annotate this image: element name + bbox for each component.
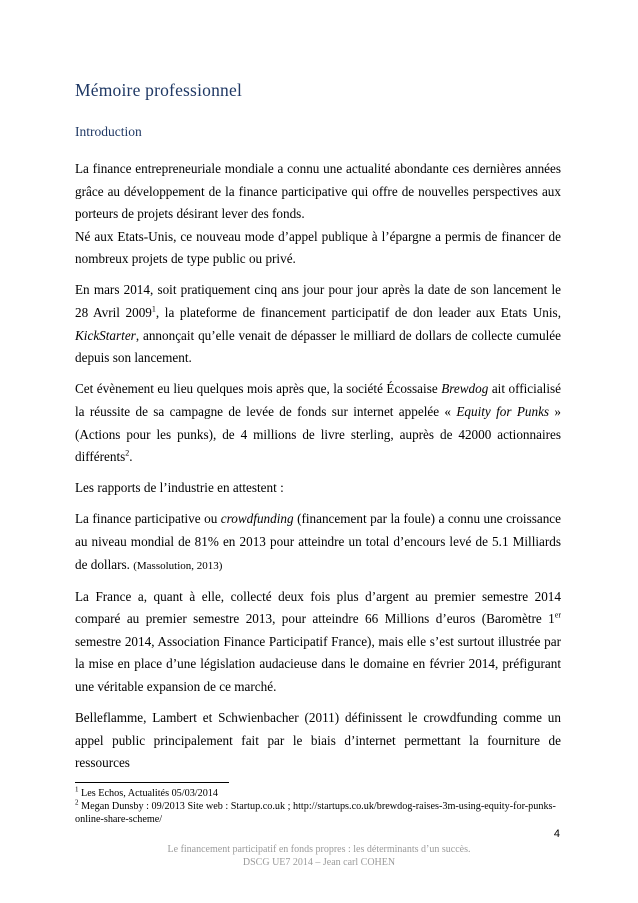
text-span: , annonçait qu’elle venait de dépasser le milliard de dollars de collecte cumulée depuis son lancement. bbox=[75, 327, 561, 366]
footer-line-1: Le financement participatif en fonds propres : les déterminants d’un succès. bbox=[167, 844, 471, 855]
text-span: La finance participative ou bbox=[75, 511, 221, 527]
footnote-text: Megan Dunsby : 09/2013 Site web : Startup.co.uk ; http://startups.co.uk/brewdog-raises-3m-using-equity-for-punks-online-share-scheme/ bbox=[75, 801, 556, 826]
footnotes bbox=[75, 787, 565, 827]
text-span: Cet évènement eu lieu quelques mois après que, la société Écossaise bbox=[75, 381, 442, 397]
paragraph-6 bbox=[75, 586, 561, 699]
footnote-1 bbox=[75, 787, 565, 800]
footnote-number: 2 bbox=[75, 798, 79, 807]
campaign-name: Equity for Punks bbox=[456, 403, 550, 419]
footer-line-2: DSCG UE7 2014 – Jean carl COHEN bbox=[242, 857, 396, 868]
paragraph-3 bbox=[75, 378, 561, 468]
section-heading: Introduction bbox=[75, 124, 142, 139]
paragraph-1a: La finance entrepreneuriale mondiale a connu une actualité abondante ces dernières années grâce au développement de la finance participative qui offre de nouvelles perspectives aux porteurs de projets désirant lever des fonds. bbox=[75, 161, 561, 222]
footnote-ref-1: 1 bbox=[151, 304, 156, 314]
text-span: La France a, quant à elle, collecté deux fois plus d’argent au premier semestre 2014 comparé au premier semestre 2013, pour atteindre 66 Millions d’euros (Baromètre 1 bbox=[75, 588, 561, 627]
paragraph-2 bbox=[75, 279, 561, 369]
text-span: (financement par la foule) a connu une croissance au niveau mondial de 81% en 2013 pour atteindre un total d’encours levé de 5.1 Milliards de dollars. bbox=[75, 511, 561, 572]
kickstarter-name: KickStarter bbox=[75, 327, 136, 343]
document-title: Mémoire professionnel bbox=[75, 80, 243, 100]
footnote-text: Les Echos, Actualités 05/03/2014 bbox=[78, 788, 218, 799]
text-span: . bbox=[129, 449, 133, 465]
text-span: , la plateforme de financement participatif de don leader aux Etats Unis, bbox=[155, 305, 561, 321]
ordinal-suffix: er bbox=[554, 610, 561, 620]
text-span: » (Actions pour les punks), de 4 millions de livre sterling, auprès de 42000 actionnaires différents bbox=[75, 403, 561, 465]
paragraph-5 bbox=[75, 508, 561, 577]
footnote-ref-2: 2 bbox=[125, 448, 130, 458]
brewdog-name: Brewdog bbox=[441, 381, 489, 397]
page-number: 4 bbox=[553, 828, 560, 840]
crowdfunding-term: crowdfunding bbox=[220, 511, 294, 527]
paragraph-7: Belleflamme, Lambert et Schwienbacher (2011) définissent le crowdfunding comme un appel public principalement fait par le biais d’internet permettant la fourniture de ressources bbox=[75, 710, 561, 771]
paragraph-4: Les rapports de l’industrie en attestent : bbox=[75, 480, 284, 496]
footnote-2 bbox=[75, 800, 565, 826]
footnote-number: 1 bbox=[75, 785, 79, 794]
paragraph-1b: Né aux Etats-Unis, ce nouveau mode d’appel publique à l’épargne a permis de financer de nombreux projets de type public ou privé. bbox=[75, 228, 561, 267]
body-text bbox=[75, 158, 561, 783]
footnote-separator bbox=[75, 782, 229, 783]
running-footer bbox=[0, 843, 638, 869]
text-span: semestre 2014, Association Finance Participatif France), mais elle s’est surtout illustrée par la mise en place d’une législation audacieuse dans le domaine en février 2014, préfigurant une véritable expansion de ce marché. bbox=[75, 633, 561, 694]
citation: (Massolution, 2013) bbox=[133, 559, 223, 572]
text-span: ait officialisé la réussite de sa campagne de levée de fonds sur internet appelée « bbox=[75, 381, 561, 419]
text-span: En mars 2014, soit pratiquement cinq ans jour pour jour après la date de son lancement le 28 Avril 2009 bbox=[75, 282, 561, 321]
